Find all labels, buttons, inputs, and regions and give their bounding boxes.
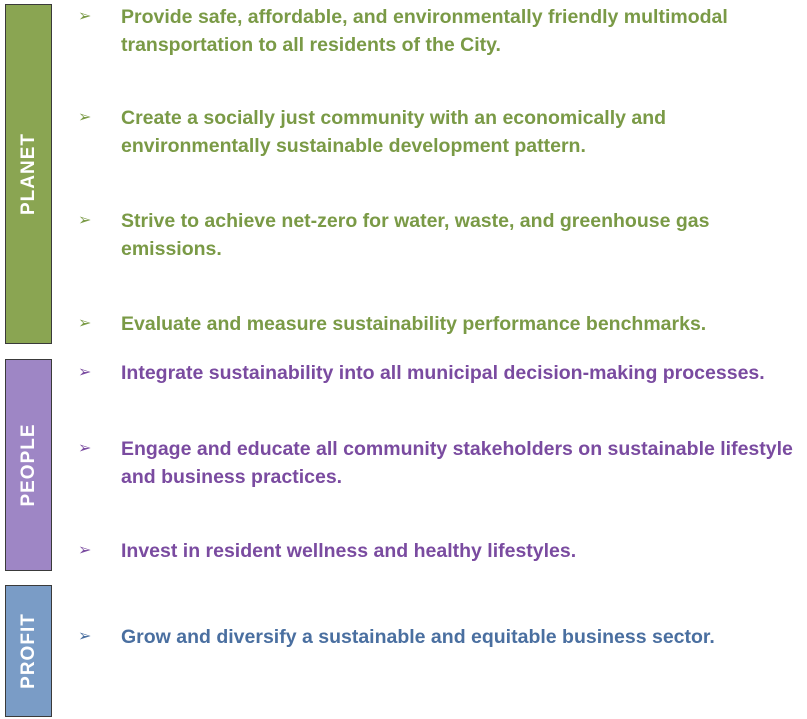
arrowhead-bullet-icon: ➢ bbox=[78, 440, 92, 457]
band-label-people: PEOPLE bbox=[17, 423, 39, 507]
list-item bbox=[78, 104, 803, 160]
list-item-text: Evaluate and measure sustainability performance benchmarks. bbox=[121, 313, 707, 335]
list-item-text: Invest in resident wellness and healthy lifestyles. bbox=[121, 540, 577, 562]
band-planet bbox=[5, 4, 52, 344]
list-item-text: Provide safe, affordable, and environmentally friendly multimodal transportation to all residents of the City. bbox=[121, 6, 728, 56]
list-item bbox=[78, 207, 803, 263]
list-item bbox=[78, 623, 803, 651]
list-item bbox=[78, 435, 803, 491]
band-people bbox=[5, 359, 52, 571]
list-item-text: Strive to achieve net-zero for water, waste, and greenhouse gas emissions. bbox=[121, 210, 710, 260]
list-item bbox=[78, 310, 803, 338]
list-item-text: Grow and diversify a sustainable and equitable business sector. bbox=[121, 626, 715, 648]
band-label-planet: PLANET bbox=[17, 133, 39, 215]
arrowhead-bullet-icon: ➢ bbox=[78, 8, 92, 25]
list-item bbox=[78, 359, 803, 387]
list-item-text: Engage and educate all community stakeholders on sustainable lifestyle and business practices. bbox=[121, 438, 793, 488]
list-item bbox=[78, 3, 803, 59]
list-item bbox=[78, 537, 803, 565]
arrowhead-bullet-icon: ➢ bbox=[78, 109, 92, 126]
arrowhead-bullet-icon: ➢ bbox=[78, 212, 92, 229]
list-item-text: Create a socially just community with an economically and environmentally sustainable development pattern. bbox=[121, 107, 667, 157]
band-label-profit: PROFIT bbox=[17, 613, 39, 689]
list-item-text: Integrate sustainability into all municipal decision-making processes. bbox=[121, 362, 765, 384]
band-profit bbox=[5, 585, 52, 717]
arrowhead-bullet-icon: ➢ bbox=[78, 628, 92, 645]
arrowhead-bullet-icon: ➢ bbox=[78, 315, 92, 332]
arrowhead-bullet-icon: ➢ bbox=[78, 364, 92, 381]
arrowhead-bullet-icon: ➢ bbox=[78, 542, 92, 559]
